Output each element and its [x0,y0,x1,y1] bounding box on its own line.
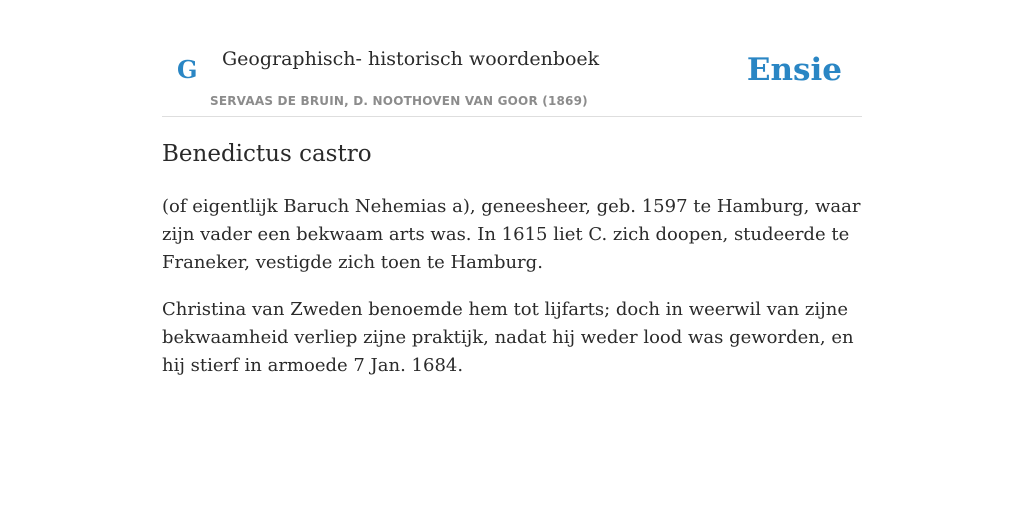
page-header [162,0,862,117]
ensie-logo[interactable]: Ensie [746,52,842,88]
book-authors: SERVAAS DE BRUIN, D. NOOTHOVEN VAN GOOR (1869) [210,94,588,108]
entry-title: Benedictus castro [162,141,372,167]
entry-paragraph: Christina van Zweden benoemde hem tot lijfarts; doch in weerwil van zijne bekwaamheid verliep zijne praktijk, nadat hij weder lood was geworden, en hij stierf in armoede 7 Jan. 1684. [162,299,854,376]
entry-paragraph: (of eigentlijk Baruch Nehemias a), geneesheer, geb. 1597 te Hamburg, waar zijn vader een bekwaam arts was. In 1615 liet C. zich doopen, studeerde te Franeker, vestigde zich toen te Hamburg. [162,196,861,273]
book-title[interactable]: Geographisch- historisch woordenboek [222,48,600,70]
entry-content [162,139,862,380]
book-letter-logo[interactable]: G [177,55,198,84]
